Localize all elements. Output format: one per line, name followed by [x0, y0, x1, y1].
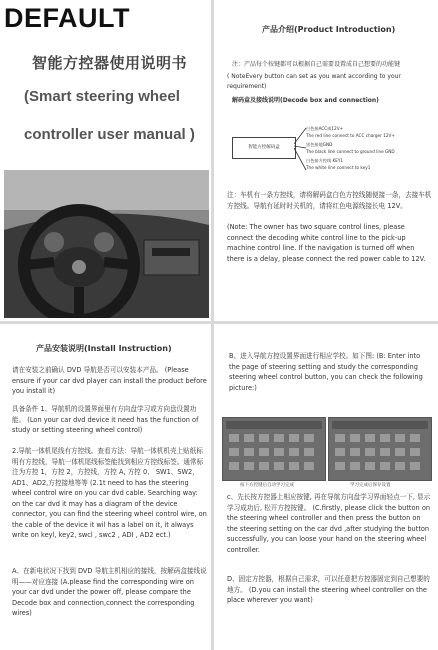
screenshot-study-2	[328, 417, 432, 481]
step-c-cn: c、先长按方控器上相应按键, 再在导航方向盘学习界面轻点一下, 显示学习成功后, 松开方控按键。	[227, 493, 431, 512]
step-b-cn: B、进入导航方控设置界面进行相应学校。如下图:	[229, 352, 377, 360]
screenshot-caption-1: 按下方控键后自动学习完成	[240, 483, 294, 488]
install-title: 产品安装说明(Install Instruction)	[36, 344, 172, 353]
install-p3	[12, 446, 208, 541]
install-pA-en: (A.please find the corresponding wire on your car dvd under the power off, please compare the Decode box and connection,connect the corresponding wires)	[12, 577, 195, 617]
step-d-cn: D、固定方控器，根据自己需求，可以任意把方控器固定到自己想要的地方。	[227, 575, 430, 594]
wire-label-3: 黑色接地GND	[306, 142, 333, 147]
install-p3-cn: 2.导航一体机尾线有方控线。查看方法：导航一体机机壳上贴纸标明有方控线，导航一体机尾线标签能找到相应方控线标签。通常标注为方控 1，方控 2，方控线，方控 A, 方控 0、 SW1、SW2，AD1、AD2,方控接地等等	[12, 447, 204, 487]
wire-label-1: 白色接ACC或12V+	[306, 126, 344, 131]
steering-setting-screen-2	[329, 418, 431, 480]
install-p3-en: (2.1t need to has the steering wheel control wire on you car dvd cable. Searching way: on the car dvd it may has a diagram of the device connector, you can find the steering wheel control wire, on the cable of the device it wil has a label on it, it always write on keyl, key2, swcl , swc2 , ADI , AD2 ect.)	[12, 478, 207, 539]
wire-label-5: 白色接方控线 KEY1	[306, 158, 344, 163]
install-p1-en: (Please ensure if your car dvd player can install the product before you install it)	[12, 366, 207, 395]
install-p2-cn: 具备条件 1、导航机的设置界面里有方向盘学习或方向盘设置功能。	[12, 405, 197, 424]
step-c-en: (C.firstly, please click the button on the steering wheel controller and then press the button on the steering setting on the car dvd ,after studying the button successfully, you can loose your hand on the steering wheel controller.	[227, 503, 431, 554]
install-p2	[12, 404, 208, 436]
wire-label-4: The black line connect to ground line GND	[306, 149, 395, 154]
install-p2-en: (Lon your car dvd device it need has the function of study or setting steering wheel control)	[12, 415, 199, 434]
install-pA-cn: A、在新电状况下找到 DVD 导航主机相应的接线，按解码盒接线说明——对应连接	[12, 567, 207, 586]
install-p1	[12, 365, 208, 397]
intro-note-cn: 注：产品每个按键都可以根据自己需要设置成自己想要的功能键	[232, 61, 401, 68]
manual-title-en-line2: controller user manual )	[24, 126, 195, 143]
wire-label-2: The red line connect to ACC charger 12V+	[306, 133, 395, 138]
steering-setting-screen-1	[223, 418, 325, 480]
manual-title-cn: 智能方控器使用说明书	[32, 54, 188, 72]
default-label: DEFAULT	[4, 3, 130, 33]
step-c	[227, 492, 433, 555]
steering-wheel-illustration	[4, 170, 209, 318]
screenshot-study-1	[222, 417, 326, 481]
decode-box: 智能方控解码盒	[232, 137, 296, 159]
step-b-en: (B: Enter into the page of steering setting and study the corresponding steering wheel control button, you can check the following picture:)	[229, 352, 423, 392]
intro-title: 产品介绍(Product Introduction)	[262, 25, 396, 34]
step-d-en: (D.you can install the steering wheel controller on the place wherever you want)	[227, 585, 427, 604]
screenshot-caption-2: 学习完成后保存设置	[350, 483, 391, 488]
steering-wheel-photo	[4, 170, 209, 318]
manual-title-en-line1: (Smart steering wheel	[24, 88, 180, 105]
step-d	[227, 574, 433, 606]
intro-note2-en: (Note: The owner has two square control lines, please connect the decoding white control line to the pick-up machine control line. If the navigation is turned off when there is a delay, please connect the red power cable to 12V.	[227, 223, 426, 263]
wiring-title: 解码盒及接线说明(Decode box and connection)	[232, 97, 379, 104]
step-b	[229, 351, 433, 393]
wire-label-6: The white line connect to key1	[306, 165, 371, 170]
intro-note-en: ( NoteEvery button can set as you want according to your requirement)	[227, 73, 401, 90]
install-pA	[12, 566, 208, 619]
install-p1-cn: 请在安装之前确认 DVD 导航是否可以安装本产品。	[12, 366, 163, 374]
intro-note2-cn: 注：车机有一条方控线，请将解码盒白色方控线随便接一条，去接车机方控线。导航有延时时关机的，请将红色电源线接长电 12V。	[227, 191, 432, 210]
